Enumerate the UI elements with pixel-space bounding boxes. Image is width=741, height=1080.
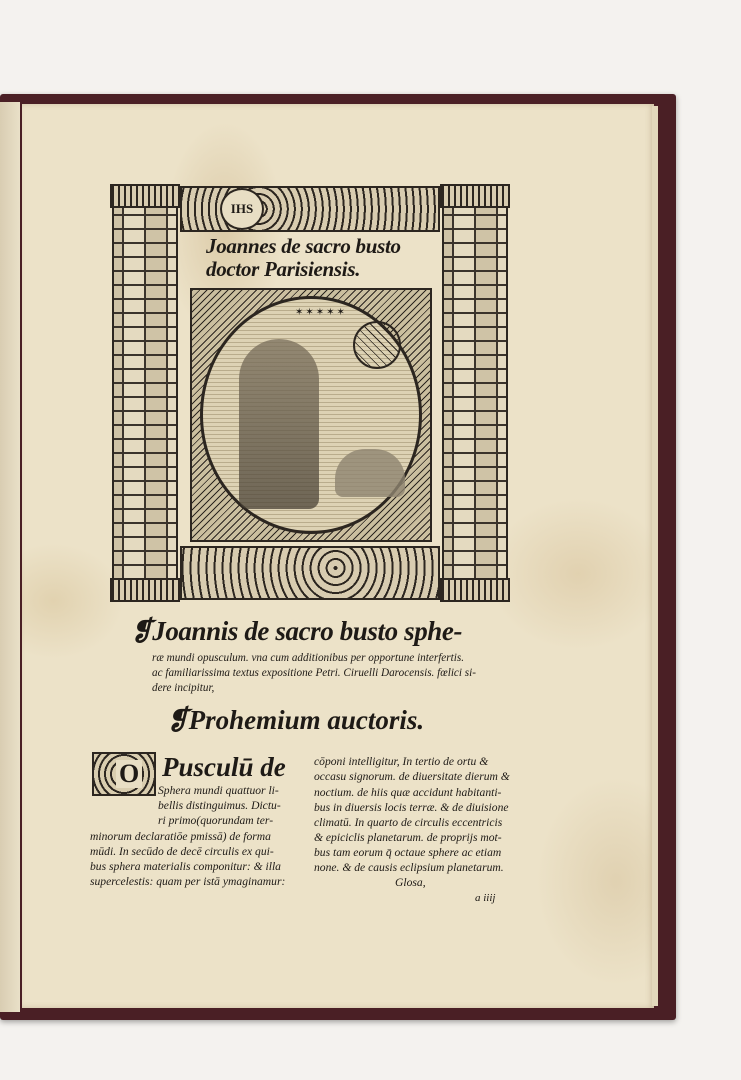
- signature-mark: a iiij: [475, 892, 496, 904]
- column1-line: ri primo(quorundam ter-: [158, 814, 274, 827]
- left-pillar-ornament: [112, 184, 178, 602]
- initial-letter: O: [116, 760, 142, 788]
- column1-line: bus sphera materialis componitur: & illa: [90, 860, 281, 873]
- title-line4: dere incipitur,: [152, 682, 215, 694]
- column1-heading: Pusculū de: [162, 752, 286, 782]
- lion-figure: [335, 449, 405, 497]
- ihs-monogram: IHS: [230, 201, 254, 216]
- column2-line: none. & de causis eclipsium planetarum.: [314, 861, 504, 874]
- woodcut-frontispiece: [112, 184, 508, 602]
- woodcut-caption-line1: Joannes de sacro busto: [206, 234, 401, 258]
- title-line3: ac familiarissima textus expositione Petri. Ciruelli Darocensis. fœlici si-: [152, 667, 476, 679]
- column1-line: Sphera mundi quattuor li-: [158, 784, 279, 797]
- woodcut-scene: [190, 288, 432, 542]
- title-line2: ræ mundi opusculum. vna cum additionibus per opportune interfertis.: [152, 652, 464, 664]
- paragraph-mark-icon: ❡: [130, 616, 153, 646]
- column1-line: bellis distinguimus. Dictu-: [158, 799, 281, 812]
- decorated-initial: [92, 752, 156, 796]
- top-foliage-border: [180, 186, 440, 232]
- page-fore-edge: [652, 106, 658, 1006]
- paragraph-mark-icon: ❡: [166, 705, 189, 735]
- column2-line: bus tam eorum q̄ octaue sphere ac etiam: [314, 846, 502, 859]
- title-line1: ❡Joannis de sacro busto sphe-: [130, 616, 463, 646]
- column1-line: supercelestis: quam per istā ymaginamur:: [90, 875, 286, 888]
- stars-icon: ✶✶✶✶✶: [295, 307, 347, 318]
- column2-line: cōponi intelligitur, In tertio de ortu &: [314, 755, 489, 768]
- armillary-sphere-icon: [353, 321, 401, 369]
- left-page-edge: [0, 102, 20, 1012]
- column2-line: climatū. In quarto de circulis eccentricis: [314, 816, 503, 829]
- section-heading: ❡Prohemium auctoris.: [166, 705, 425, 735]
- column2-line: occasu signorum. de diuersitate dierum &: [314, 770, 510, 783]
- column2-line: bus in diuersis locis terræ. & de diuisione: [314, 801, 509, 814]
- bottom-foliage-border: [180, 546, 440, 600]
- woodcut-caption-line2: doctor Parisiensis.: [206, 257, 361, 281]
- astronomer-figure: [239, 339, 319, 509]
- column1-line: minorum declaratiōe pmissā) de forma: [90, 830, 271, 843]
- astronomer-roundel: [200, 296, 422, 534]
- right-pillar-ornament: [442, 184, 508, 602]
- column2-line: noctium. de hiis quæ accidunt habitanti-: [314, 786, 502, 799]
- column2-line: Glosa,: [395, 876, 426, 889]
- ihs-medallion: [220, 188, 264, 230]
- column2-line: & epiciclis planetarum. de proprijs mot-: [314, 831, 502, 844]
- column1-line: mūdi. In secūdo de decē circulis ex qui-: [90, 845, 274, 858]
